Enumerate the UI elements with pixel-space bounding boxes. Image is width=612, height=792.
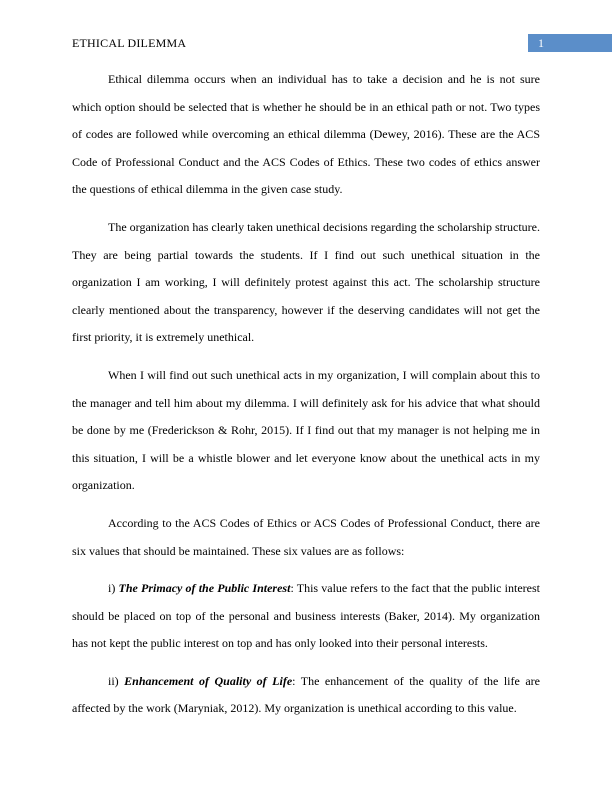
value-text: : The enhancement of the quality of the life are affected by the work (Maryniak, 2012). My organization is unethical according to this value. (72, 673, 540, 716)
value-text: : This value refers to the fact that the public interest should be placed on top of the personal and business interests (Baker, 2014). My organization has not kept the public interest on top and has only looked into their personal interests. (72, 581, 540, 651)
page-number: 1 (538, 36, 544, 50)
value-prefix: i) (108, 581, 119, 596)
paragraph-response: When I will find out such unethical acts in my organization, I will complain about this to the manager and tell him about my dilemma. I will definitely ask for his advice that what should be done by me (Frederickson & Rohr, 2015). If I find out that my manager is not helping me in this situation, I will be a whistle blower and let everyone know about the unethical acts in my organization. (72, 367, 540, 493)
value-item (72, 668, 540, 723)
value-term: Enhancement of Quality of Life (124, 673, 293, 688)
paragraph-intro: Ethical dilemma occurs when an individual has to take a decision and he is not sure which option should be selected that is whether he should be in an ethical path or not. Two types of codes are followed while overcoming an ethical dilemma (Dewey, 2016). These are the ACS Code of Professional Conduct and the ACS Codes of Ethics. These two codes of ethics answer the questions of ethical dilemma in the given case study. (72, 72, 540, 197)
value-term: The Primacy of the Public Interest (118, 581, 291, 596)
paragraph-values-intro: According to the ACS Codes of Ethics or ACS Codes of Professional Conduct, there are six values that should be maintained. These six values are as follows: (72, 515, 540, 558)
value-prefix: ii) (108, 673, 125, 688)
document-body (72, 66, 540, 733)
running-header: ETHICAL DILEMMA (72, 36, 187, 50)
value-item (72, 575, 540, 658)
page-number-bar (528, 34, 612, 52)
paragraph-organization: The organization has clearly taken unethical decisions regarding the scholarship structure. They are being partial towards the students. If I find out such unethical situation in the organization I am working, I will definitely protest against this act. The scholarship structure clearly mentioned about the transparency, however if the deserving candidates will not get the first priority, it is extremely unethical. (72, 219, 540, 345)
